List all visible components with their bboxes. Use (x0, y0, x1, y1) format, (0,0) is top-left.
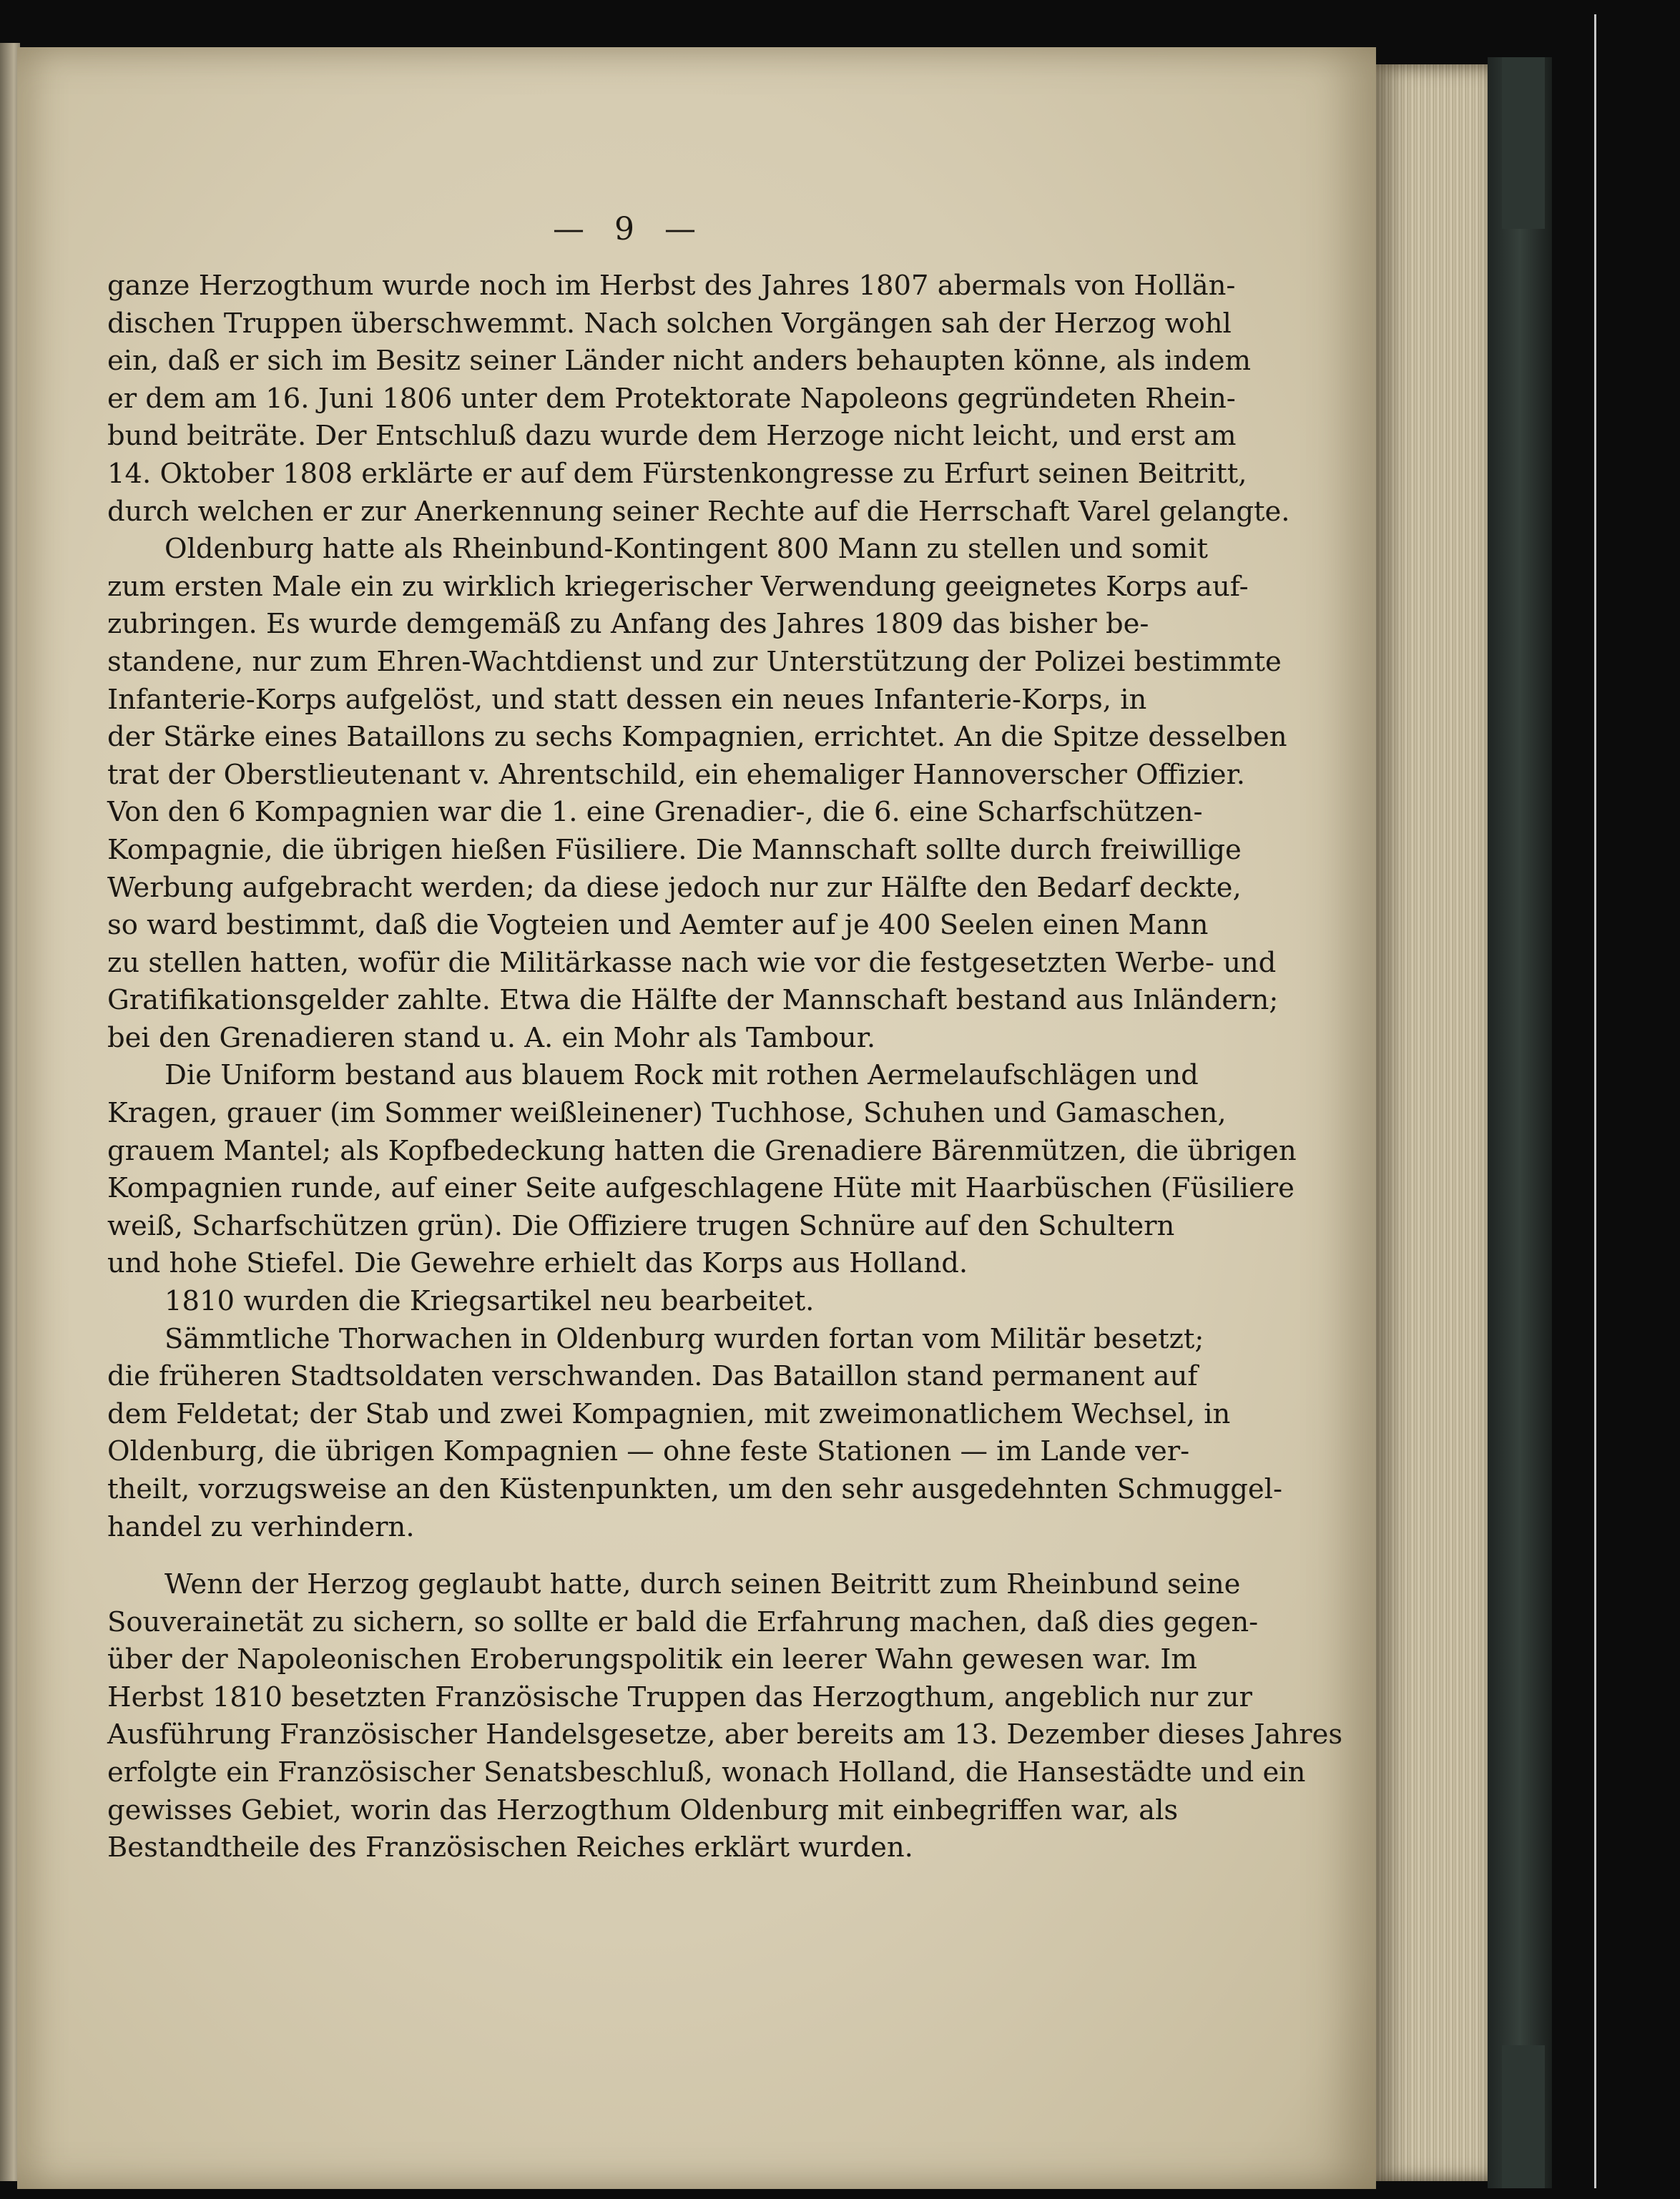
scan-edge-line (1594, 14, 1596, 2188)
text-line: zu stellen hatten, wofür die Militärkasse nach wie vor die festgesetzten Werbe- und (107, 946, 1277, 979)
text-block-main (107, 267, 1297, 1546)
text-line: Von den 6 Kompagnien war die 1. eine Grenadier-, die 6. eine Scharfschützen- (107, 796, 1203, 829)
text-line: Sämmtliche Thorwachen in Oldenburg wurden fortan vom Militär besetzt; (164, 1322, 1204, 1355)
text-line: gewisses Gebiet, worin das Herzogthum Oldenburg mit einbegriffen war, als (107, 1794, 1179, 1826)
text-line: Werbung aufgebracht werden; da diese jedoch nur zur Hälfte den Bedarf deckte, (107, 871, 1242, 904)
text-line: über der Napoleonischen Eroberungspolitik ein leerer Wahn gewesen war. Im (107, 1643, 1197, 1676)
text-line: dischen Truppen überschwemmt. Nach solchen Vorgängen sah der Herzog wohl (107, 307, 1232, 340)
text-line: Kompagnie, die übrigen hießen Füsiliere. Die Mannschaft sollte durch freiwillige (107, 833, 1242, 866)
text-line: Ausführung Französischer Handelsgesetze, aber bereits am 13. Dezember dieses Jahres (107, 1718, 1343, 1751)
text-line: zubringen. Es wurde demgemäß zu Anfang des Jahres 1809 das bisher be- (107, 608, 1149, 641)
text-line: weiß, Scharfschützen grün). Die Offiziere trugen Schnüre auf den Schultern (107, 1209, 1175, 1242)
text-line: Kompagnien runde, auf einer Seite aufgeschlagene Hüte mit Haarbüschen (Füsiliere (107, 1172, 1295, 1205)
text-line: Kragen, grauer (im Sommer weißleinener) Tuchhose, Schuhen und Gamaschen, (107, 1097, 1227, 1130)
text-line: ein, daß er sich im Besitz seiner Länder nicht anders behaupten könne, als indem (107, 345, 1252, 378)
text-line: Infanterie-Korps aufgelöst, und statt dessen ein neues Infanterie-Korps, in (107, 683, 1147, 716)
text-line: der Stärke eines Bataillons zu sechs Kompagnien, errichtet. An die Spitze desselben (107, 721, 1287, 754)
page-edges (1376, 64, 1498, 2181)
text-line: dem Feldetat; der Stab und zwei Kompagnien, mit zweimonatlichem Wechsel, in (107, 1397, 1231, 1430)
text-line: so ward bestimmt, daß die Vogteien und Aemter auf je 400 Seelen einen Mann (107, 909, 1209, 942)
text-line: durch welchen er zur Anerkennung seiner Rechte auf die Herrschaft Varel gelangte. (107, 495, 1290, 528)
text-line: standene, nur zum Ehren-Wachtdienst und zur Unterstützung der Polizei bestimmte (107, 645, 1282, 678)
page-number-header: — 9 — (553, 210, 706, 247)
text-line: Souverainetät zu sichern, so sollte er bald die Erfahrung machen, daß dies gegen- (107, 1605, 1259, 1638)
text-line: grauem Mantel; als Kopfbedeckung hatten die Grenadiere Bärenmützen, die übrigen (107, 1134, 1297, 1167)
text-line: bund beiträte. Der Entschluß dazu wurde dem Herzoge nicht leicht, und erst am (107, 420, 1237, 453)
text-line: und hohe Stiefel. Die Gewehre erhielt das Korps aus Holland. (107, 1247, 968, 1280)
text-line: theilt, vorzugsweise an den Küstenpunkten, um den sehr ausgedehnten Schmuggel- (107, 1473, 1282, 1505)
text-line: handel zu verhindern. (107, 1510, 415, 1543)
text-line: Herbst 1810 besetzten Französische Truppen das Herzogthum, angeblich nur zur (107, 1681, 1252, 1713)
text-block-final (107, 1566, 1343, 1867)
text-line: bei den Grenadieren stand u. A. ein Mohr als Tambour. (107, 1021, 876, 1054)
text-line: Oldenburg hatte als Rheinbund-Kontingent 800 Mann zu stellen und somit (164, 533, 1208, 566)
text-line: 14. Oktober 1808 erklärte er auf dem Fürstenkongresse zu Erfurt seinen Beitritt, (107, 457, 1247, 490)
book-cover (1488, 57, 1552, 2188)
text-line: er dem am 16. Juni 1806 unter dem Protektorate Napoleons gegründeten Rhein- (107, 382, 1236, 415)
text-line: erfolgte ein Französischer Senatsbeschluß, wonach Holland, die Hansestädte und ein (107, 1756, 1306, 1789)
text-line: 1810 wurden die Kriegsartikel neu bearbeitet. (164, 1285, 815, 1318)
text-line: Gratifikationsgelder zahlte. Etwa die Hälfte der Mannschaft bestand aus Inländern; (107, 984, 1279, 1017)
text-line: die früheren Stadtsoldaten verschwanden. Das Bataillon stand permanent auf (107, 1360, 1198, 1393)
text-line: zum ersten Male ein zu wirklich kriegerischer Verwendung geeignetes Korps auf- (107, 570, 1249, 603)
text-line: Bestandtheile des Französischen Reiches erklärt wurden. (107, 1831, 913, 1864)
text-line: ganze Herzogthum wurde noch im Herbst des Jahres 1807 abermals von Hollän- (107, 270, 1236, 302)
text-line: Wenn der Herzog geglaubt hatte, durch seinen Beitritt zum Rheinbund seine (164, 1568, 1241, 1600)
text-line: Oldenburg, die übrigen Kompagnien — ohne feste Stationen — im Lande ver- (107, 1435, 1190, 1468)
text-line: trat der Oberstlieutenant v. Ahrentschild, ein ehemaliger Hannoverscher Offizier. (107, 758, 1245, 791)
text-line: Die Uniform bestand aus blauem Rock mit rothen Aermelaufschlägen und (164, 1059, 1199, 1092)
cover-corner-top (1502, 57, 1545, 229)
cover-corner-bottom (1502, 2045, 1545, 2188)
